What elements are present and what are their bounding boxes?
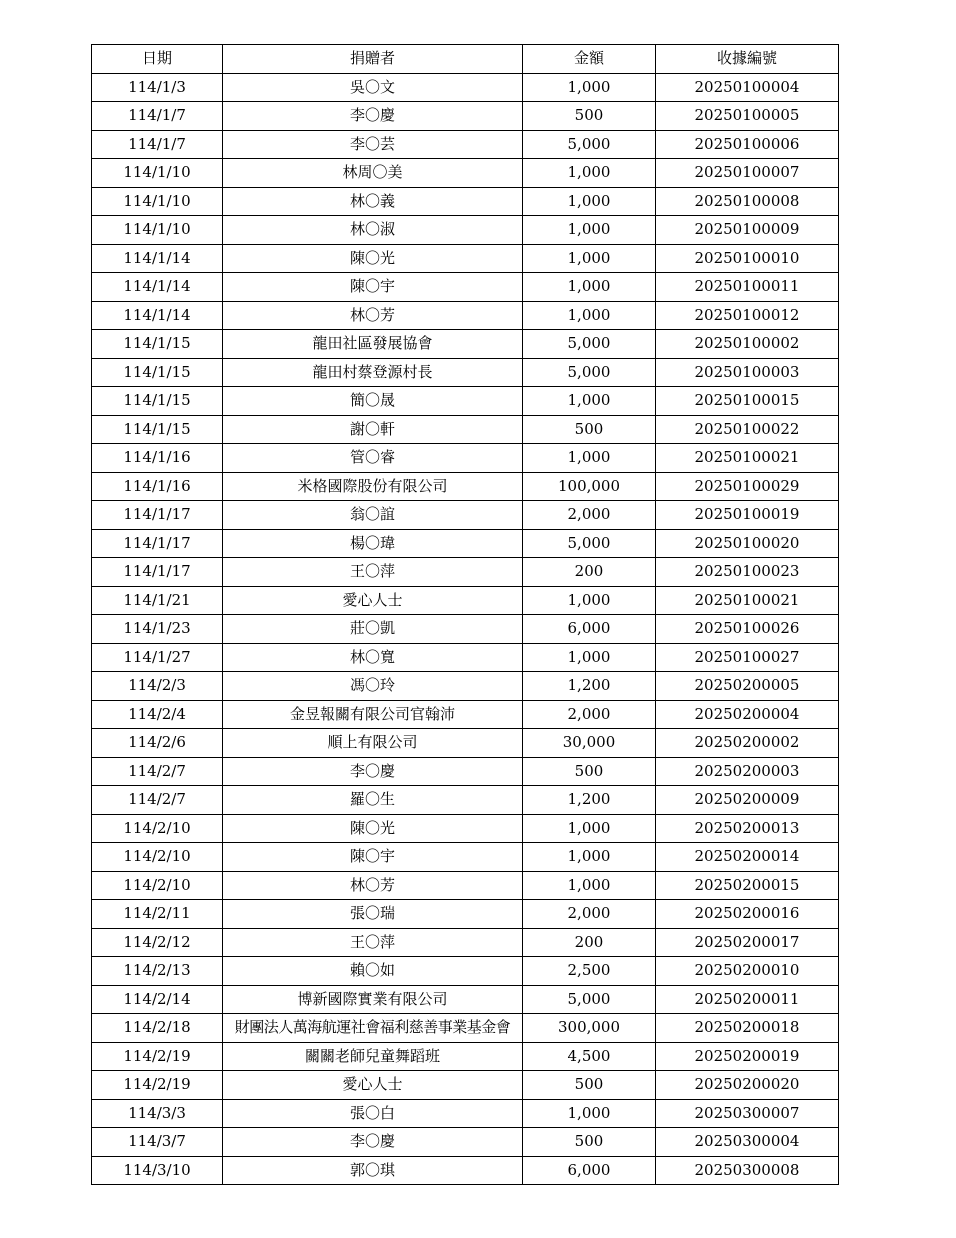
date-cell: 114/2/12	[92, 928, 223, 957]
table-row	[92, 159, 839, 188]
receipt-cell: 20250200020	[656, 1071, 839, 1100]
table-row	[92, 957, 839, 986]
date-cell: 114/2/11	[92, 900, 223, 929]
donor-cell: 張〇白	[223, 1099, 523, 1128]
date-cell: 114/1/21	[92, 586, 223, 615]
donor-cell: 李〇慶	[223, 1128, 523, 1157]
date-cell: 114/2/10	[92, 871, 223, 900]
date-cell: 114/1/15	[92, 387, 223, 416]
date-cell: 114/1/3	[92, 73, 223, 102]
date-cell: 114/3/7	[92, 1128, 223, 1157]
receipt-cell: 20250200010	[656, 957, 839, 986]
receipt-cell: 20250100010	[656, 244, 839, 273]
receipt-cell: 20250200003	[656, 757, 839, 786]
table-row	[92, 216, 839, 245]
receipt-cell: 20250200015	[656, 871, 839, 900]
date-cell: 114/1/7	[92, 102, 223, 131]
donor-cell: 王〇萍	[223, 558, 523, 587]
amount-cell: 2,000	[523, 501, 656, 530]
donor-cell: 陳〇光	[223, 244, 523, 273]
amount-cell: 5,000	[523, 130, 656, 159]
receipt-cell: 20250100019	[656, 501, 839, 530]
amount-cell: 1,000	[523, 643, 656, 672]
table-row	[92, 843, 839, 872]
table-row	[92, 928, 839, 957]
table-row	[92, 900, 839, 929]
donor-cell: 吳〇文	[223, 73, 523, 102]
receipt-cell: 20250100002	[656, 330, 839, 359]
date-cell: 114/2/3	[92, 672, 223, 701]
receipt-cell: 20250200018	[656, 1014, 839, 1043]
date-cell: 114/2/4	[92, 700, 223, 729]
date-cell: 114/2/10	[92, 843, 223, 872]
date-cell: 114/1/10	[92, 159, 223, 188]
donor-cell: 陳〇光	[223, 814, 523, 843]
receipt-cell: 20250100003	[656, 358, 839, 387]
receipt-cell: 20250100027	[656, 643, 839, 672]
amount-cell: 2,000	[523, 700, 656, 729]
table-row	[92, 301, 839, 330]
amount-cell: 1,000	[523, 387, 656, 416]
receipt-cell: 20250100007	[656, 159, 839, 188]
table-row	[92, 187, 839, 216]
date-cell: 114/2/19	[92, 1042, 223, 1071]
amount-cell: 500	[523, 1128, 656, 1157]
table-row	[92, 757, 839, 786]
donor-cell: 財團法人萬海航運社會福利慈善事業基金會	[223, 1014, 523, 1043]
table-row	[92, 415, 839, 444]
table-row	[92, 700, 839, 729]
date-cell: 114/2/10	[92, 814, 223, 843]
table-row	[92, 501, 839, 530]
amount-cell: 500	[523, 757, 656, 786]
date-cell: 114/1/16	[92, 444, 223, 473]
table-row	[92, 1042, 839, 1071]
receipt-cell: 20250200016	[656, 900, 839, 929]
donor-cell: 馮〇玲	[223, 672, 523, 701]
amount-cell: 500	[523, 1071, 656, 1100]
date-cell: 114/2/13	[92, 957, 223, 986]
header-amount: 金額	[523, 45, 656, 74]
donor-cell: 簡〇晟	[223, 387, 523, 416]
date-cell: 114/2/7	[92, 757, 223, 786]
amount-cell: 2,000	[523, 900, 656, 929]
receipt-cell: 20250300008	[656, 1156, 839, 1185]
donation-table	[91, 44, 839, 1185]
amount-cell: 1,000	[523, 187, 656, 216]
receipt-cell: 20250200013	[656, 814, 839, 843]
table-row	[92, 672, 839, 701]
receipt-cell: 20250200011	[656, 985, 839, 1014]
amount-cell: 1,000	[523, 586, 656, 615]
donor-cell: 林〇寬	[223, 643, 523, 672]
receipt-cell: 20250100012	[656, 301, 839, 330]
donor-cell: 翁〇誼	[223, 501, 523, 530]
amount-cell: 200	[523, 928, 656, 957]
donor-cell: 林〇義	[223, 187, 523, 216]
amount-cell: 1,000	[523, 814, 656, 843]
amount-cell: 5,000	[523, 529, 656, 558]
table-row	[92, 444, 839, 473]
date-cell: 114/1/10	[92, 216, 223, 245]
table-row	[92, 615, 839, 644]
date-cell: 114/2/14	[92, 985, 223, 1014]
table-row	[92, 1128, 839, 1157]
date-cell: 114/1/17	[92, 501, 223, 530]
date-cell: 114/3/10	[92, 1156, 223, 1185]
donor-cell: 謝〇軒	[223, 415, 523, 444]
table-row	[92, 729, 839, 758]
amount-cell: 500	[523, 102, 656, 131]
receipt-cell: 20250200009	[656, 786, 839, 815]
donor-cell: 李〇芸	[223, 130, 523, 159]
table-row	[92, 1156, 839, 1185]
donor-cell: 博新國際實業有限公司	[223, 985, 523, 1014]
receipt-cell: 20250100020	[656, 529, 839, 558]
header-donor: 捐贈者	[223, 45, 523, 74]
amount-cell: 100,000	[523, 472, 656, 501]
header-receipt: 收據編號	[656, 45, 839, 74]
receipt-cell: 20250200005	[656, 672, 839, 701]
table-row	[92, 871, 839, 900]
donor-cell: 李〇慶	[223, 102, 523, 131]
receipt-cell: 20250100021	[656, 586, 839, 615]
amount-cell: 500	[523, 415, 656, 444]
table-row	[92, 1014, 839, 1043]
table-row	[92, 985, 839, 1014]
amount-cell: 1,000	[523, 244, 656, 273]
date-cell: 114/1/14	[92, 301, 223, 330]
donor-cell: 羅〇生	[223, 786, 523, 815]
amount-cell: 2,500	[523, 957, 656, 986]
donor-cell: 龍田村蔡登源村長	[223, 358, 523, 387]
amount-cell: 300,000	[523, 1014, 656, 1043]
table-row	[92, 586, 839, 615]
amount-cell: 200	[523, 558, 656, 587]
amount-cell: 1,000	[523, 216, 656, 245]
receipt-cell: 20250300007	[656, 1099, 839, 1128]
receipt-cell: 20250100008	[656, 187, 839, 216]
receipt-cell: 20250100004	[656, 73, 839, 102]
amount-cell: 1,000	[523, 301, 656, 330]
donor-cell: 楊〇瑋	[223, 529, 523, 558]
date-cell: 114/2/7	[92, 786, 223, 815]
table-row	[92, 1071, 839, 1100]
donor-cell: 陳〇宇	[223, 273, 523, 302]
donor-cell: 林〇芳	[223, 871, 523, 900]
amount-cell: 1,000	[523, 273, 656, 302]
table-row	[92, 643, 839, 672]
table-row	[92, 529, 839, 558]
donor-cell: 米格國際股份有限公司	[223, 472, 523, 501]
header-date: 日期	[92, 45, 223, 74]
table-row	[92, 387, 839, 416]
amount-cell: 1,000	[523, 73, 656, 102]
donor-cell: 王〇萍	[223, 928, 523, 957]
donor-cell: 莊〇凱	[223, 615, 523, 644]
amount-cell: 1,000	[523, 871, 656, 900]
amount-cell: 30,000	[523, 729, 656, 758]
receipt-cell: 20250300004	[656, 1128, 839, 1157]
amount-cell: 1,200	[523, 786, 656, 815]
donor-cell: 愛心人士	[223, 1071, 523, 1100]
date-cell: 114/3/3	[92, 1099, 223, 1128]
table-row	[92, 330, 839, 359]
amount-cell: 5,000	[523, 358, 656, 387]
donor-cell: 愛心人士	[223, 586, 523, 615]
table-row	[92, 273, 839, 302]
donor-cell: 關關老師兒童舞蹈班	[223, 1042, 523, 1071]
table-row	[92, 244, 839, 273]
table-row	[92, 358, 839, 387]
receipt-cell: 20250200002	[656, 729, 839, 758]
amount-cell: 6,000	[523, 1156, 656, 1185]
donor-cell: 龍田社區發展協會	[223, 330, 523, 359]
date-cell: 114/1/14	[92, 273, 223, 302]
amount-cell: 1,000	[523, 444, 656, 473]
date-cell: 114/2/19	[92, 1071, 223, 1100]
table-row	[92, 558, 839, 587]
table-row	[92, 472, 839, 501]
date-cell: 114/1/27	[92, 643, 223, 672]
receipt-cell: 20250100026	[656, 615, 839, 644]
receipt-cell: 20250100015	[656, 387, 839, 416]
donor-cell: 林〇芳	[223, 301, 523, 330]
date-cell: 114/2/18	[92, 1014, 223, 1043]
amount-cell: 4,500	[523, 1042, 656, 1071]
donor-cell: 順上有限公司	[223, 729, 523, 758]
amount-cell: 1,000	[523, 1099, 656, 1128]
amount-cell: 1,000	[523, 843, 656, 872]
table-row	[92, 130, 839, 159]
receipt-cell: 20250200014	[656, 843, 839, 872]
donor-cell: 林周〇美	[223, 159, 523, 188]
date-cell: 114/1/15	[92, 415, 223, 444]
donor-cell: 林〇淑	[223, 216, 523, 245]
date-cell: 114/2/6	[92, 729, 223, 758]
receipt-cell: 20250100023	[656, 558, 839, 587]
donor-cell: 賴〇如	[223, 957, 523, 986]
table-row	[92, 102, 839, 131]
amount-cell: 1,000	[523, 159, 656, 188]
date-cell: 114/1/15	[92, 330, 223, 359]
donor-cell: 李〇慶	[223, 757, 523, 786]
table-row	[92, 786, 839, 815]
receipt-cell: 20250100029	[656, 472, 839, 501]
receipt-cell: 20250100005	[656, 102, 839, 131]
receipt-cell: 20250100011	[656, 273, 839, 302]
amount-cell: 5,000	[523, 985, 656, 1014]
amount-cell: 5,000	[523, 330, 656, 359]
receipt-cell: 20250200019	[656, 1042, 839, 1071]
receipt-cell: 20250200017	[656, 928, 839, 957]
date-cell: 114/1/10	[92, 187, 223, 216]
donor-cell: 郭〇琪	[223, 1156, 523, 1185]
date-cell: 114/1/17	[92, 529, 223, 558]
donor-cell: 管〇睿	[223, 444, 523, 473]
receipt-cell: 20250100009	[656, 216, 839, 245]
date-cell: 114/1/15	[92, 358, 223, 387]
donor-cell: 張〇瑞	[223, 900, 523, 929]
date-cell: 114/1/7	[92, 130, 223, 159]
receipt-cell: 20250100022	[656, 415, 839, 444]
date-cell: 114/1/14	[92, 244, 223, 273]
amount-cell: 6,000	[523, 615, 656, 644]
date-cell: 114/1/23	[92, 615, 223, 644]
date-cell: 114/1/17	[92, 558, 223, 587]
table-row	[92, 814, 839, 843]
receipt-cell: 20250200004	[656, 700, 839, 729]
table-body	[92, 73, 839, 1185]
table-row	[92, 73, 839, 102]
donor-cell: 陳〇宇	[223, 843, 523, 872]
donor-cell: 金昱報關有限公司官翰沛	[223, 700, 523, 729]
amount-cell: 1,200	[523, 672, 656, 701]
receipt-cell: 20250100021	[656, 444, 839, 473]
table-row	[92, 1099, 839, 1128]
table-header-row	[92, 45, 839, 74]
date-cell: 114/1/16	[92, 472, 223, 501]
receipt-cell: 20250100006	[656, 130, 839, 159]
